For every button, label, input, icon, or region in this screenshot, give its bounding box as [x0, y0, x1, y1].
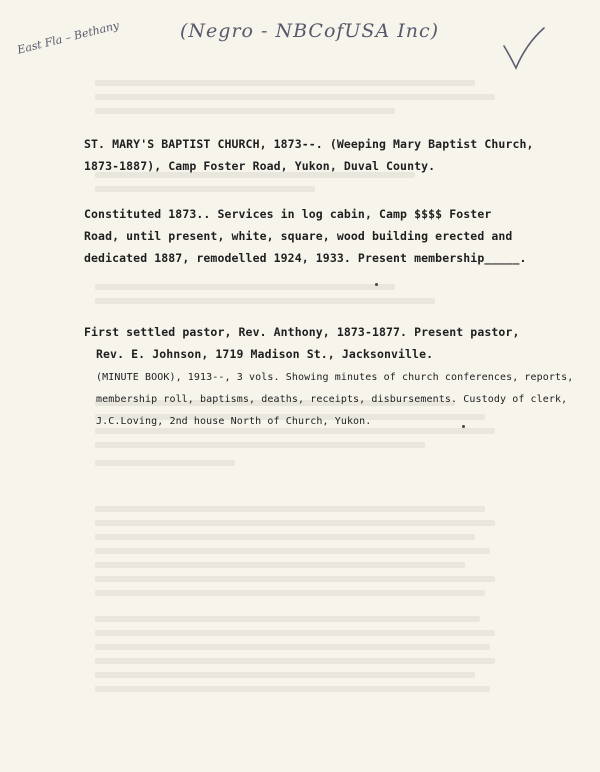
checkmark-icon	[500, 26, 546, 72]
pastor-line-1: First settled pastor, Rev. Anthony, 1873-1877. Present pastor,	[84, 325, 520, 339]
stray-dot	[375, 283, 378, 286]
history-line-1: Constituted 1873.. Services in log cabin, Camp $$$$ Foster	[84, 207, 492, 221]
record-line-3: J.C.Loving, 2nd house North of Church, Yukon.	[96, 416, 372, 427]
handwritten-margin-note: East Fla – Bethany	[16, 18, 121, 57]
entry-title-line-2: 1873-1887), Camp Foster Road, Yukon, Duval County.	[84, 159, 436, 173]
record-line-2: membership roll, baptisms, deaths, receipts, disbursements. Custody of clerk,	[96, 394, 568, 405]
handwritten-header-note: (Negro - NBCofUSA Inc)	[180, 20, 439, 42]
stray-dot	[462, 425, 465, 428]
history-line-2: Road, until present, white, square, wood building erected and	[84, 229, 513, 243]
history-line-3: dedicated 1887, remodelled 1924, 1933. Present membership_____.	[84, 251, 527, 265]
record-line-1: (MINUTE BOOK), 1913--, 3 vols. Showing minutes of church conferences, reports,	[96, 372, 574, 383]
entry-title-line-1: ST. MARY'S BAPTIST CHURCH, 1873--. (Weeping Mary Baptist Church,	[84, 137, 534, 151]
pastor-line-2: Rev. E. Johnson, 1719 Madison St., Jacksonville.	[96, 347, 434, 361]
